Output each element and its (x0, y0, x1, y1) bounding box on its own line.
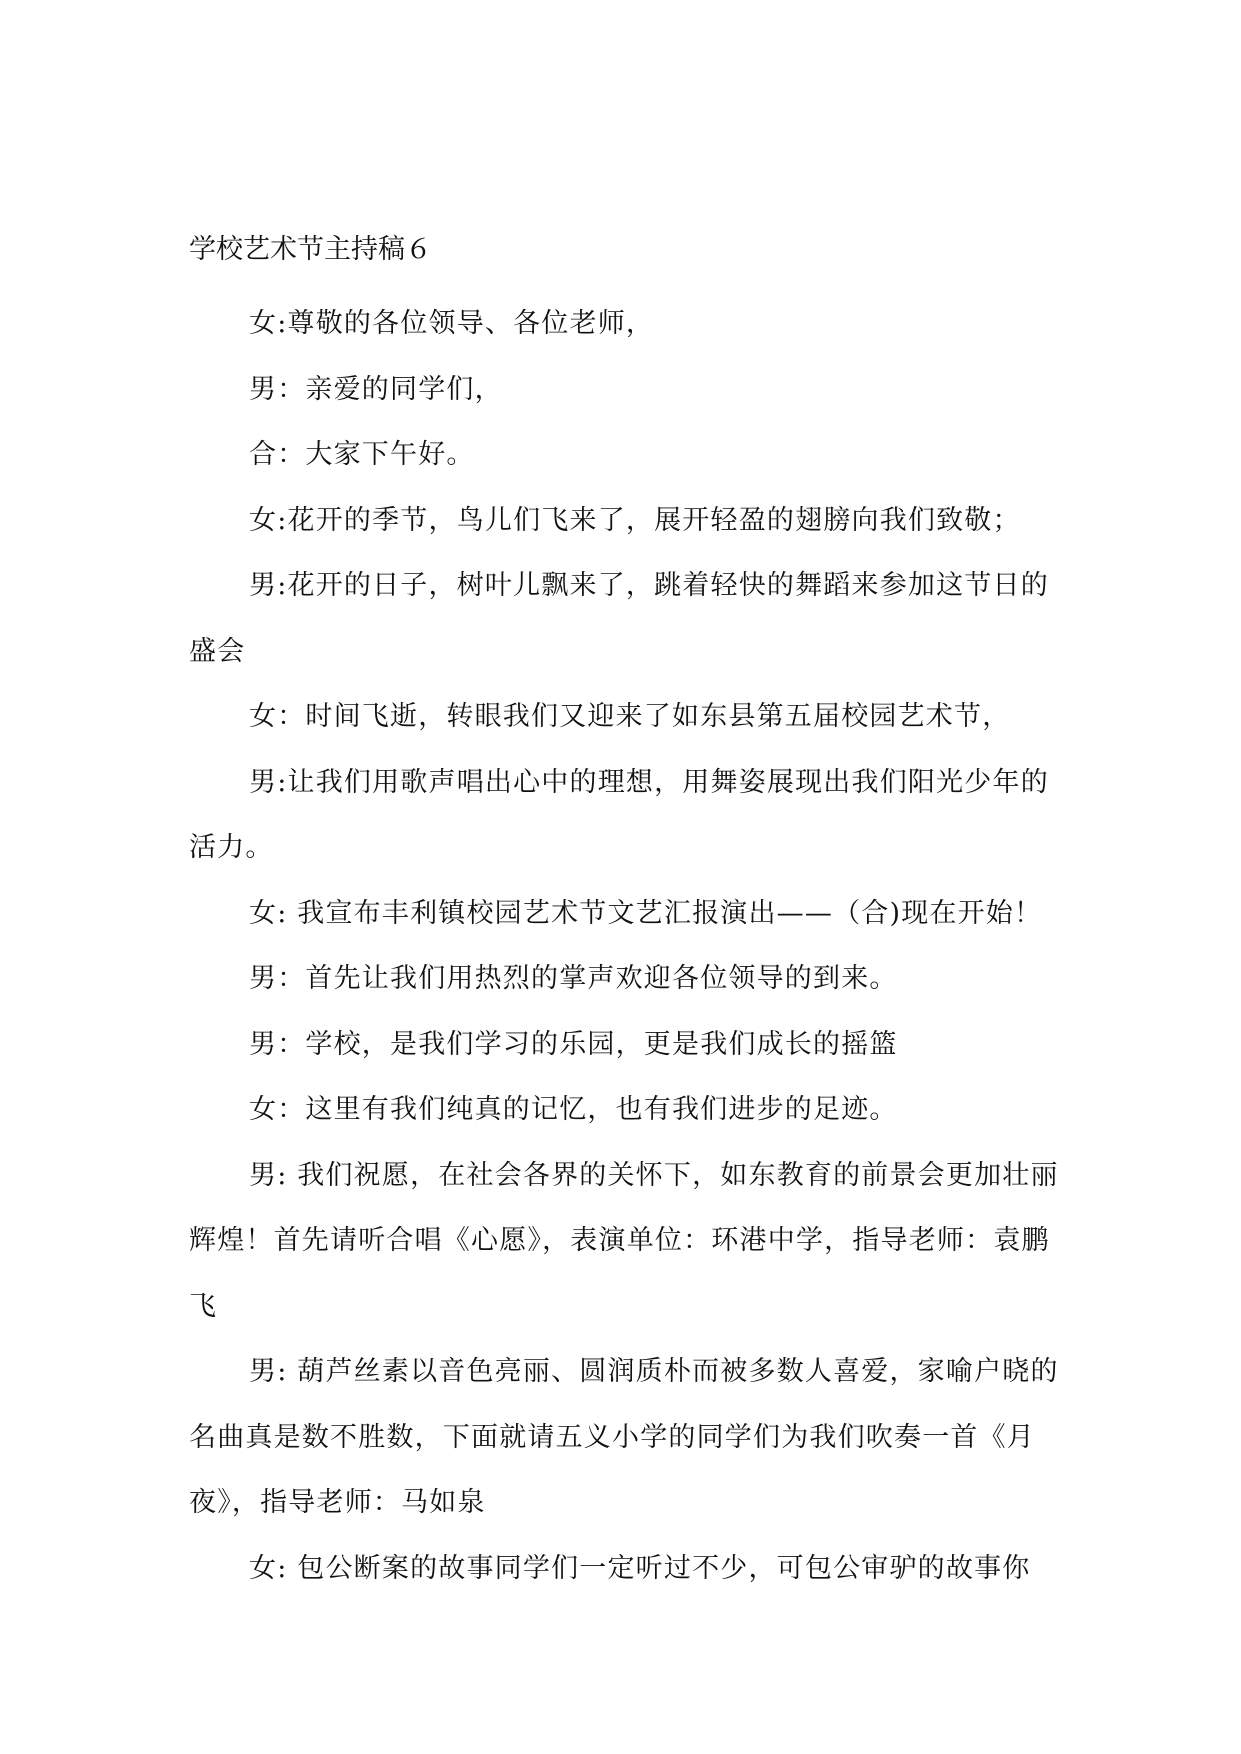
paragraph: 男：学校，是我们学习的乐园，更是我们成长的摇篮 (249, 1028, 898, 1060)
paragraph: 合：大家下午好。 (249, 439, 475, 470)
paragraph: 女: 我宣布丰利镇校园艺术节文艺汇报演出——（合)现在开始！ (249, 897, 1043, 929)
paragraph: 男:让我们用歌声唱出心中的理想，用舞姿展现出我们阳光少年的活力。 (189, 766, 1049, 863)
paragraph: 男:花开的日子，树叶儿飘来了，跳着轻快的舞蹈来参加这节日的盛会 (189, 570, 1049, 667)
paragraph: 男: 葫芦丝素以音色亮丽、圆润质朴而被多数人喜爱，家喻户晓的名曲真是数不胜数，下面就请五义小学的同学们为我们吹奏一首《月夜》，指导老师：马如泉 (189, 1356, 1059, 1518)
paragraph: 男：亲爱的同学们， (249, 373, 503, 405)
paragraph: 女:花开的季节，鸟儿们飞来了，展开轻盈的翅膀向我们致敬； (249, 504, 1021, 536)
paragraph: 男: 我们祝愿，在社会各界的关怀下，如东教育的前景会更加壮丽辉煌！首先请听合唱《心愿》，表演单位：环港中学，指导老师：袁鹏飞 (189, 1159, 1059, 1322)
document-title: 学校艺术节主持稿６ (189, 234, 432, 265)
paragraph: 女：时间飞逝，转眼我们又迎来了如东县第五届校园艺术节， (249, 701, 1011, 732)
paragraph: 女: 包公断案的故事同学们一定听过不少，可包公审驴的故事你 (249, 1552, 1031, 1584)
document-body (189, 226, 1069, 1601)
paragraph: 女：这里有我们纯真的记忆，也有我们进步的足迹。 (249, 1094, 898, 1125)
paragraph: 女:尊敬的各位领导、各位老师， (249, 308, 655, 339)
paragraph: 男：首先让我们用热烈的掌声欢迎各位领导的到来。 (249, 963, 898, 994)
